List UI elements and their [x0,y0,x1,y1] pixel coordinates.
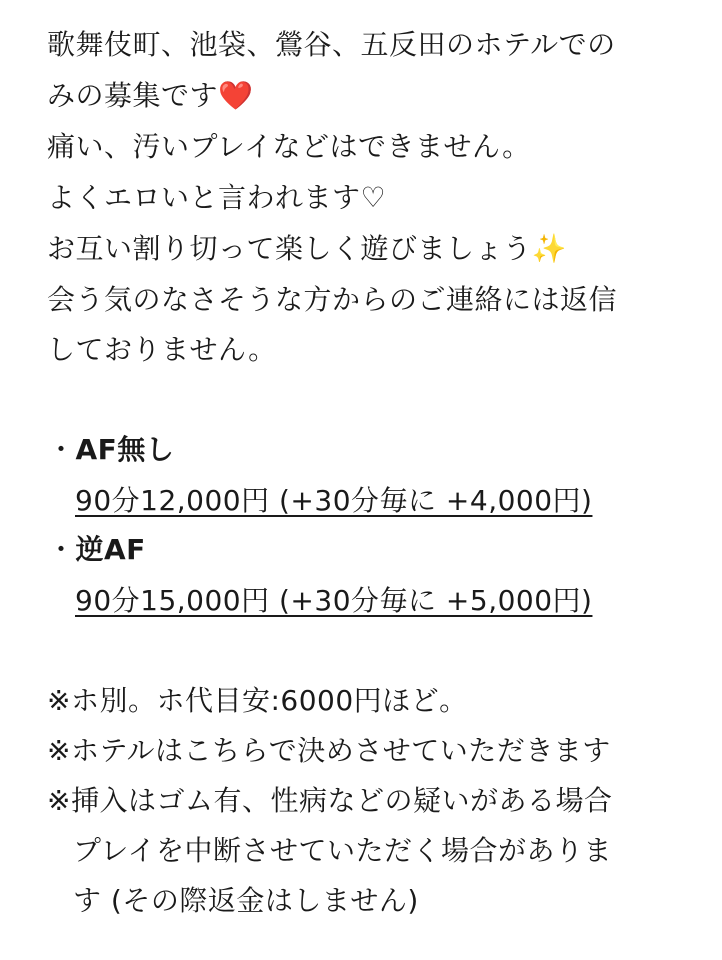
intro-line-5-text: お互い割り切って楽しく遊びましょう [47,232,532,265]
note-3-line-3: す (その際返金はしません) [73,884,419,917]
option-reverse-af-heading [47,530,146,570]
note-3-line-1: ※挿入はゴム有、性病などの疑いがある場合 [47,784,613,817]
intro-line-5 [47,229,567,269]
price-text: 90分12,000円 (+30分毎に +4,000円) [75,484,593,517]
price-text: 90分15,000円 (+30分毎に +5,000円) [75,584,593,617]
intro-line-1: 歌舞伎町、池袋、鶯谷、五反田のホテルでの [47,28,616,61]
bullet: ・ [47,533,76,566]
bullet: ・ [47,433,76,466]
sparkles-icon: ✨ [531,232,567,265]
intro-line-4: よくエロいと言われます♡ [47,181,387,214]
note-1: ※ホ別。ホ代目安:6000円ほど。 [47,684,468,717]
intro-line-3: 痛い、汚いプレイなどはできません。 [47,130,531,163]
note-3-line-2: プレイを中断させていただく場合がありま [73,834,612,867]
option-label: AF無し [75,433,175,466]
intro-line-2-text: みの募集です [47,79,219,112]
option-label: 逆AF [75,533,146,566]
option-af-heading [47,430,174,470]
heart-icon: ❤️ [218,79,254,112]
intro-line-7: しておりません。 [47,333,277,366]
intro-line-6: 会う気のなさそうな方からのご連絡には返信 [47,283,618,316]
option-af-price [75,481,592,521]
intro-line-2 [47,76,253,116]
option-reverse-af-price [75,581,592,621]
note-2: ※ホテルはこちらで決めさせていただきます [47,734,611,767]
